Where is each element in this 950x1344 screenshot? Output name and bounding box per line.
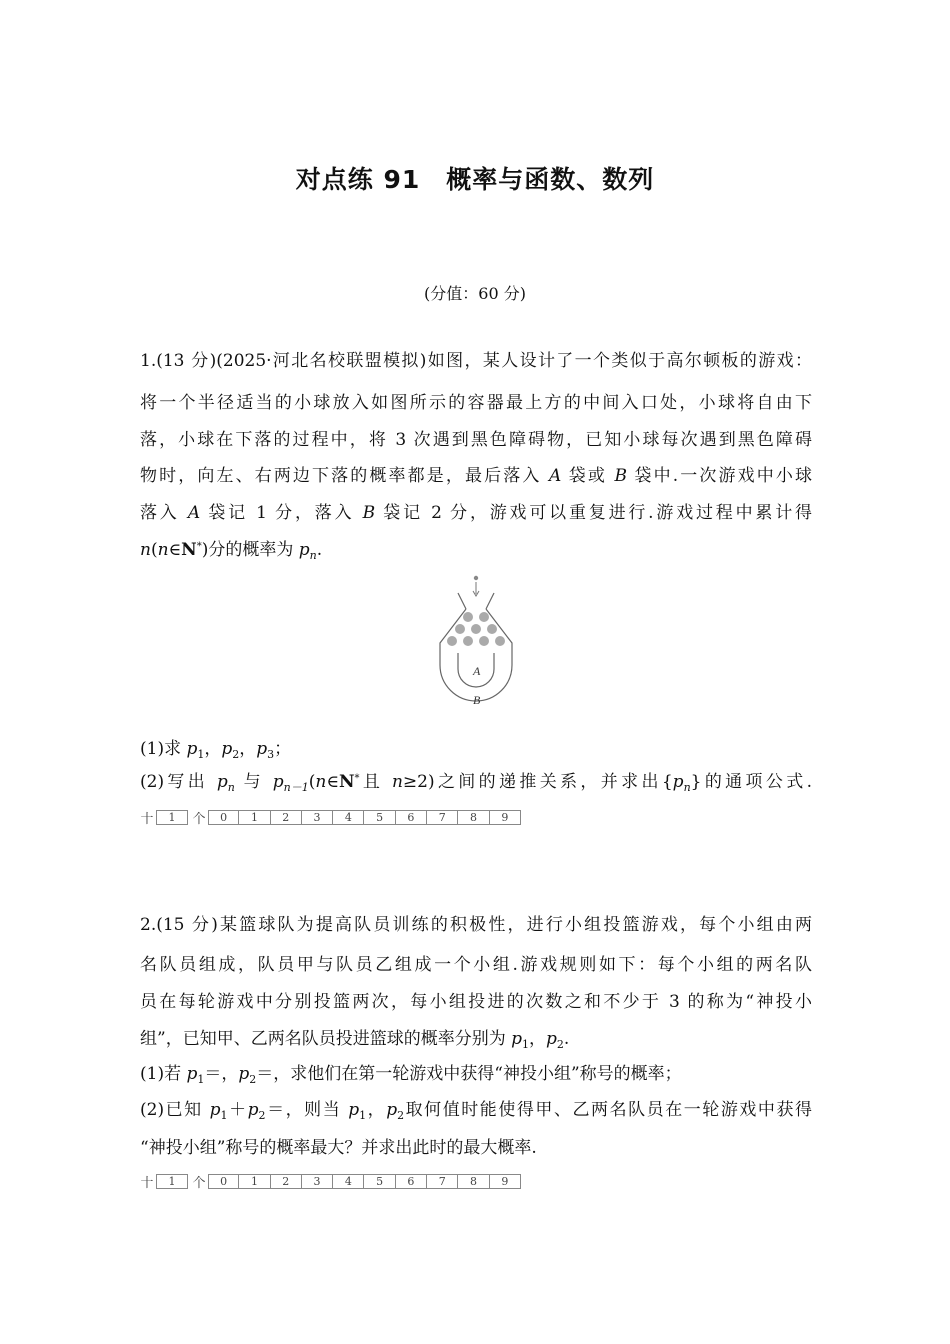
q2-line-4: 组”，已知甲、乙两名队员投进篮球的概率分别为 $p_1$，$p_2$. [140, 1029, 570, 1051]
digit-box[interactable]: 9 [490, 810, 521, 825]
digit-box[interactable]: 6 [396, 1174, 427, 1189]
tens-label: 十 [140, 1175, 154, 1191]
digit-box[interactable]: 0 [208, 810, 239, 825]
q2-line-3: 员在每轮游戏中分别投篮两次，每小组投进的次数之和不少于 3 的称为“神投小 [140, 992, 812, 1012]
digit-box[interactable]: 2 [271, 810, 302, 825]
q1-line-4: 物时，向左、右两边下落的概率都是，最后落入 A 袋或 B 袋中.一次游戏中小球 [140, 466, 812, 486]
digit-box[interactable]: 7 [427, 810, 458, 825]
score-note: (分值：60 分) [424, 284, 526, 303]
page-title: 对点练 91 概率与函数、数列 [295, 165, 655, 194]
digit-box[interactable]: 9 [490, 1174, 521, 1189]
digit-box[interactable]: 0 [208, 1174, 239, 1189]
answer-grid-2 [140, 1172, 521, 1190]
digit-box[interactable]: 5 [364, 810, 395, 825]
label-b: B [473, 693, 481, 707]
q1-line-6: n(n∈N*)分的概率为 $p_n$. [140, 540, 323, 562]
ball [474, 576, 478, 580]
digit-box[interactable]: 2 [271, 1174, 302, 1189]
q1-line-1: 1.(13 分)(2025·河北名校联盟模拟)如图，某人设计了一个类似于高尔顿板的游戏： [140, 351, 812, 371]
galton-board-figure [428, 573, 528, 709]
q1-line-2: 将一个半径适当的小球放入如图所示的容器最上方的中间入口处，小球将自由下 [140, 393, 812, 413]
digit-box[interactable]: 1 [239, 810, 270, 825]
q2-line-1: 2.(15 分)某篮球队为提高队员训练的积极性，进行小组投篮游戏，每个小组由两 [140, 915, 812, 935]
obstacles [447, 612, 505, 646]
answer-grid-1 [140, 808, 521, 826]
q1-line-5: 落入 A 袋记 1 分，落入 B 袋记 2 分，游戏可以重复进行.游戏过程中累计得 [140, 503, 812, 523]
tens-label: 十 [140, 811, 154, 827]
q2-line-2: 名队员组成，队员甲与队员乙组成一个小组.游戏规则如下：每个小组的两名队 [140, 955, 812, 975]
digit-box[interactable]: 7 [427, 1174, 458, 1189]
digit-box[interactable]: 4 [333, 1174, 364, 1189]
digit-box[interactable]: 5 [364, 1174, 395, 1189]
q1-part-1: (1)求 $p_1$，$p_2$，$p_3$； [140, 739, 292, 761]
digit-box[interactable]: 8 [458, 1174, 489, 1189]
digit-box[interactable]: 6 [396, 810, 427, 825]
ones-label: 个 [192, 1175, 206, 1191]
q2-part-2-cont: “神投小组”称号的概率最大？并求出此时的最大概率. [140, 1138, 537, 1158]
digit-box[interactable]: 3 [302, 810, 333, 825]
digit-box[interactable]: 3 [302, 1174, 333, 1189]
q1-part-2: (2)写出 $p_n$ 与 $p_{n-1}(n\in N^*$且 n≥2)之间的递推关系，并求出$\{p_n\}$的通项公式. [140, 772, 812, 794]
q2-part-2: (2)已知 $p_1+p_2=$，则当 $p_1$，$p_2$取何值时能使得甲、乙两名队员在一轮游戏中获得 [140, 1100, 812, 1122]
digit-box[interactable]: 1 [239, 1174, 270, 1189]
digit-box[interactable]: 8 [458, 810, 489, 825]
label-a: A [473, 664, 481, 678]
ones-label: 个 [192, 811, 206, 827]
digit-box[interactable]: 4 [333, 810, 364, 825]
tens-box[interactable]: 1 [156, 1174, 188, 1189]
q2-part-1: (1)若 $p_1=$，$p_2=$，求他们在第一轮游戏中获得“神投小组”称号的概率； [140, 1064, 682, 1086]
q1-line-3: 落，小球在下落的过程中，将 3 次遇到黑色障碍物，已知小球每次遇到黑色障碍 [140, 430, 812, 450]
tens-box[interactable]: 1 [156, 810, 188, 825]
